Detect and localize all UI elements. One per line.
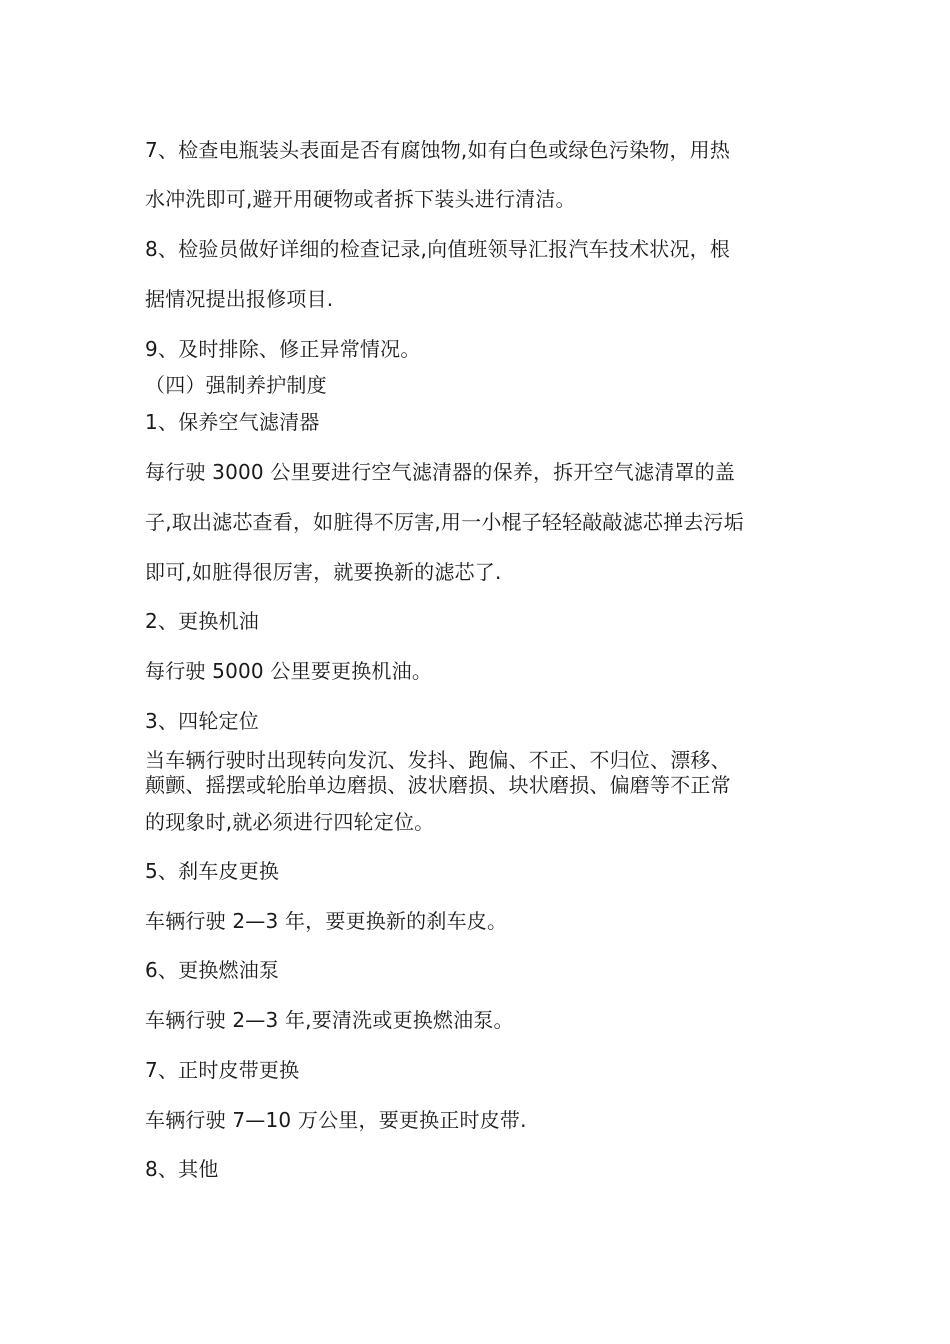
- item-heading: 1、保养空气滤清器: [145, 410, 320, 434]
- text-line: 颠颤、摇摆或轮胎单边磨损、波状磨损、块状磨损、偏磨等不正常: [145, 773, 731, 797]
- text-line: 车辆行驶 2—3 年，要更换新的刹车皮。: [145, 909, 508, 933]
- item-heading: 5、刹车皮更换: [145, 859, 280, 883]
- item-heading: 8、其他: [145, 1157, 219, 1181]
- text-line: 的现象时,就必须进行四轮定位。: [145, 810, 435, 834]
- item-heading: 6、更换燃油泵: [145, 958, 280, 982]
- text-line: 子,取出滤芯查看，如脏得不厉害,用一小棍子轻轻敲敲滤芯掸去污垢: [145, 510, 744, 534]
- text-line: 当车辆行驶时出现转向发沉、发抖、跑偏、不正、不归位、漂移、: [145, 748, 731, 772]
- section-heading: （四）强制养护制度: [145, 373, 327, 397]
- text-line: 即可,如脏得很厉害，就要换新的滤芯了.: [145, 560, 502, 584]
- text-line: 车辆行驶 2—3 年,要清洗或更换燃油泵。: [145, 1008, 514, 1032]
- text-line: 每行驶 5000 公里要更换机油。: [145, 659, 433, 683]
- text-line: 据情况提出报修项目.: [145, 287, 334, 311]
- text-line: 水冲洗即可,避开用硬物或者拆下装头进行清洁。: [145, 187, 576, 211]
- item-heading: 2、更换机油: [145, 609, 259, 633]
- text-line: 9、及时排除、修正异常情况。: [145, 337, 421, 361]
- text-line: 车辆行驶 7—10 万公里，要更换正时皮带.: [145, 1108, 527, 1132]
- item-heading: 3、四轮定位: [145, 709, 259, 733]
- text-line: 7、检查电瓶装头表面是否有腐蚀物,如有白色或绿色污染物，用热: [145, 138, 731, 162]
- item-heading: 7、正时皮带更换: [145, 1058, 300, 1082]
- text-line: 每行驶 3000 公里要进行空气滤清器的保养，拆开空气滤清罩的盖: [145, 460, 736, 484]
- text-line: 8、检验员做好详细的检查记录,向值班领导汇报汽车技术状况，根: [145, 237, 731, 261]
